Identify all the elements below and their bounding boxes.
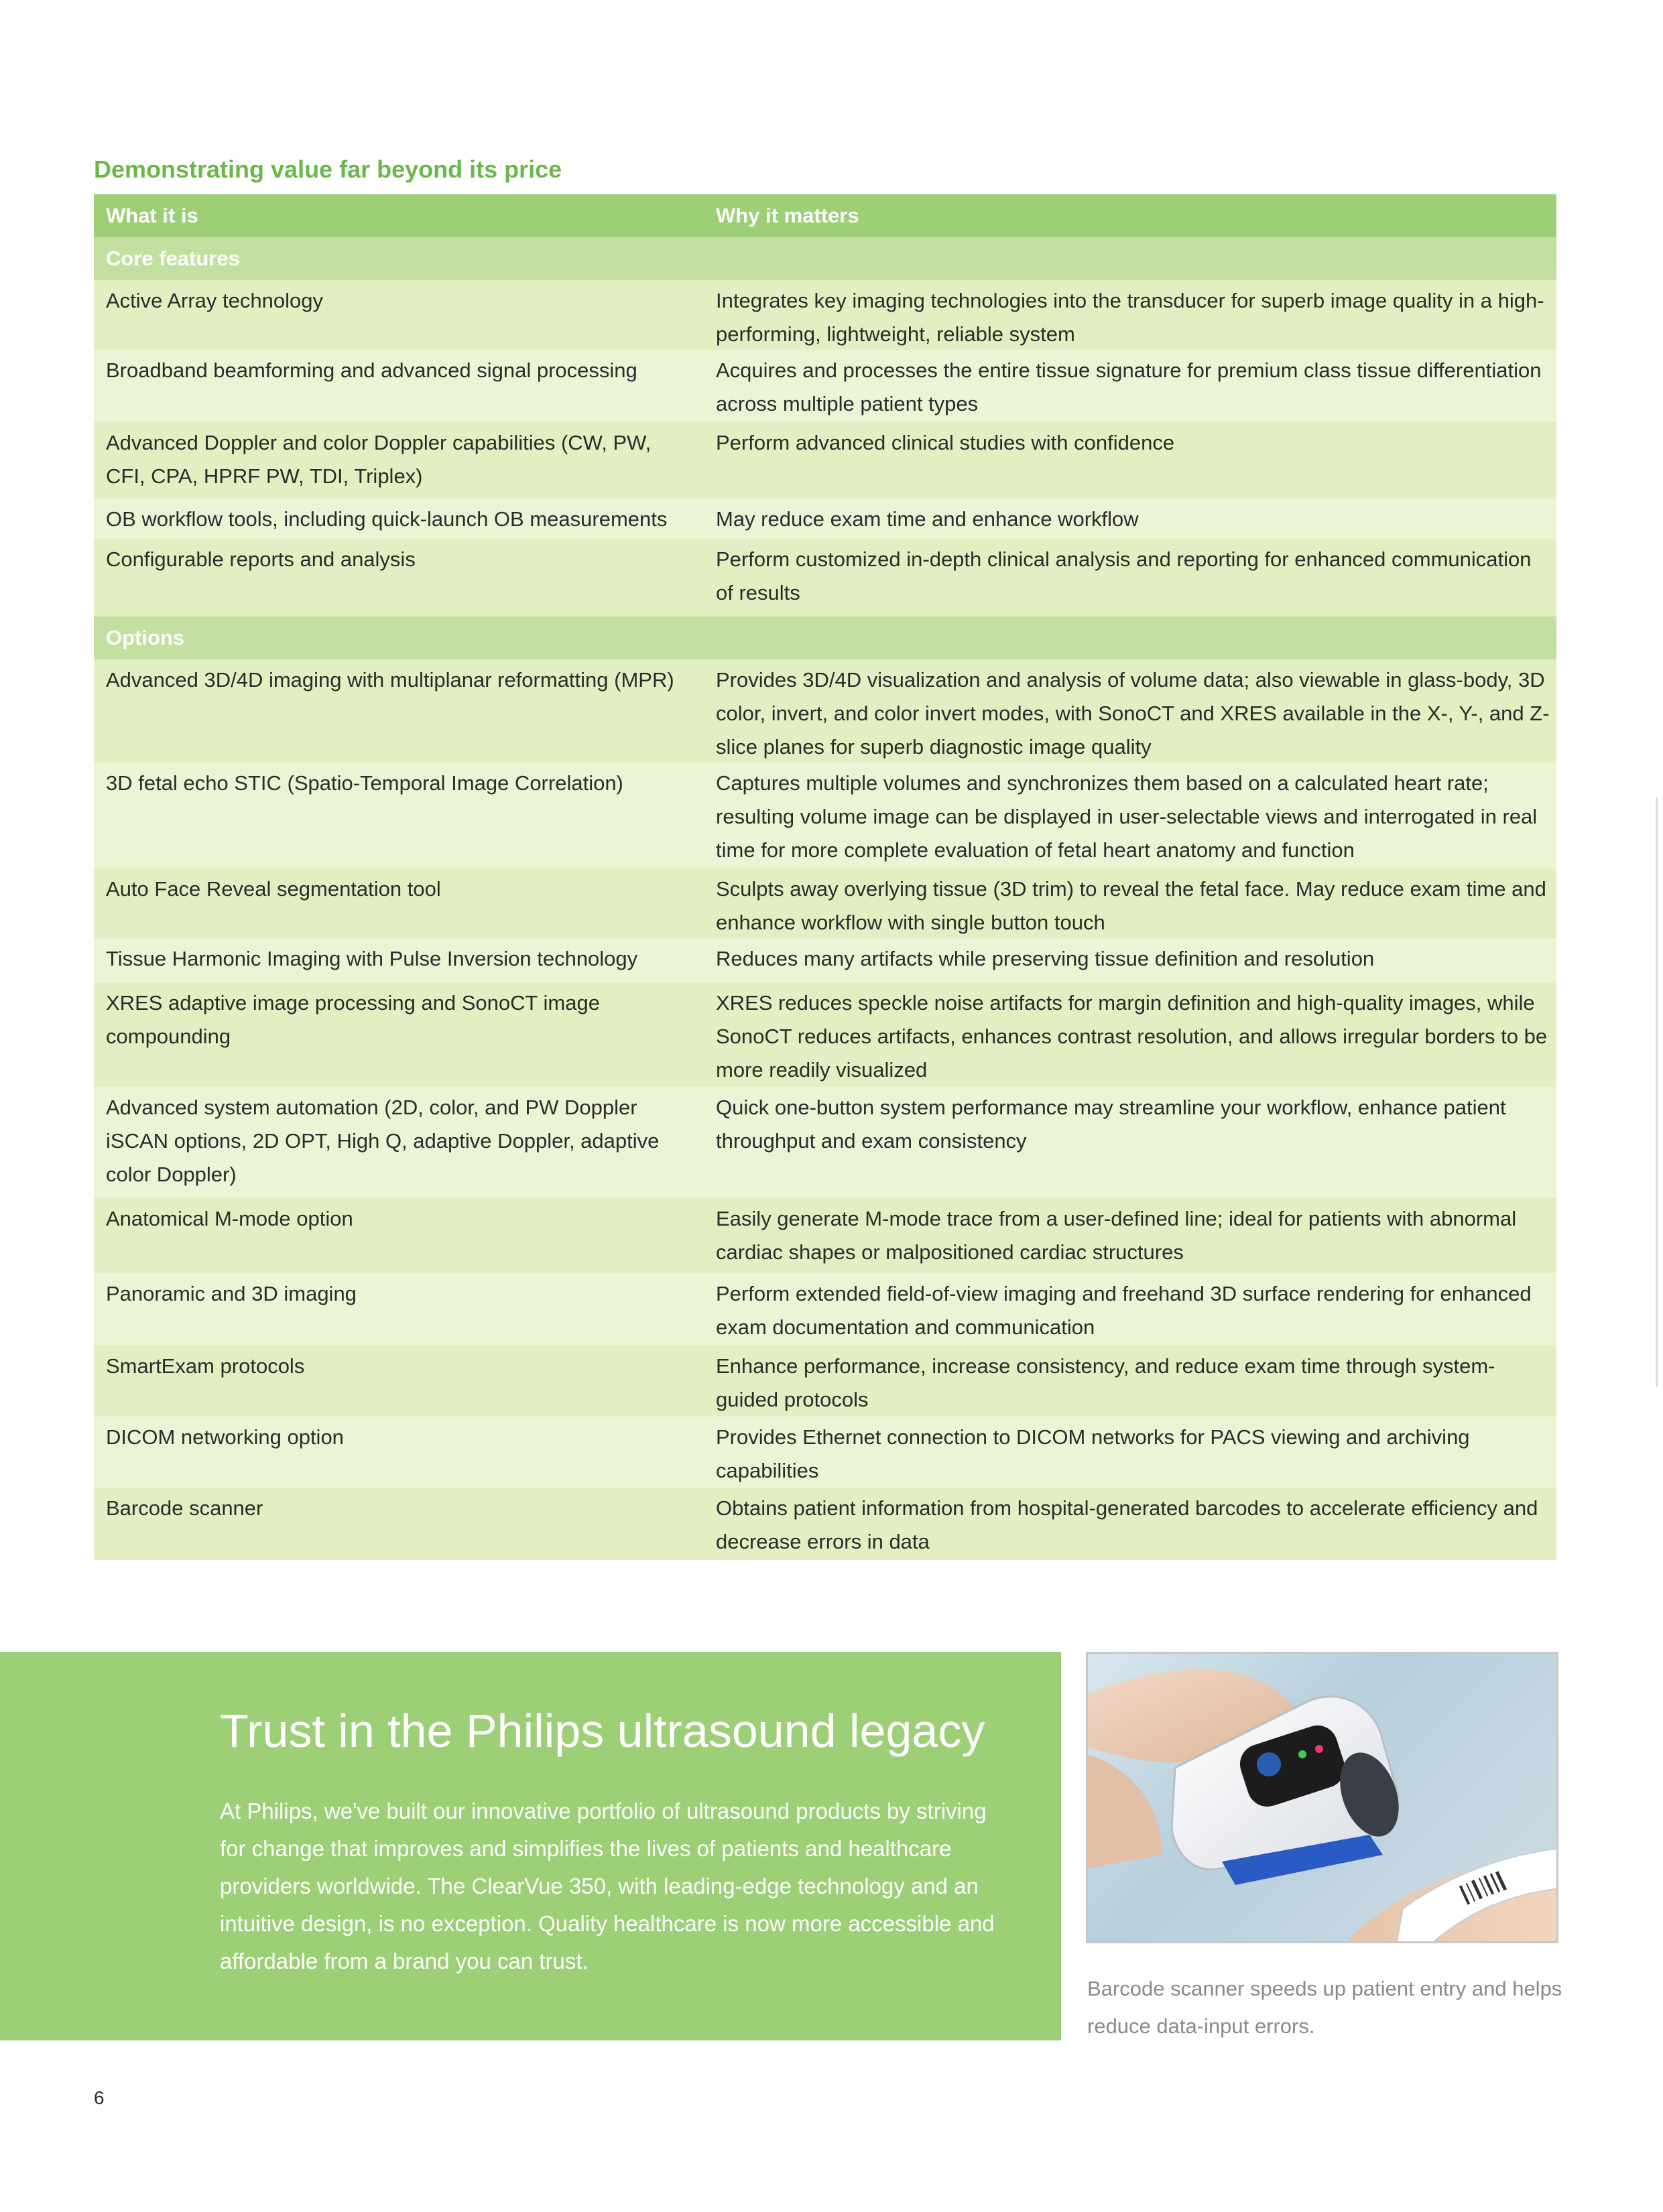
benefit-cell: Perform advanced clinical studies with confidence: [716, 431, 1175, 454]
table-row: [94, 1273, 1556, 1346]
benefit-cell: Provides Ethernet connection to DICOM networks for PACS viewing and archiving capabilities: [716, 1425, 1470, 1482]
feature-cell: Advanced Doppler and color Doppler capabilities (CW, PW, CFI, CPA, HPRF PW, TDI, Triplex): [106, 431, 652, 488]
feature-cell: Configurable reports and analysis: [106, 547, 416, 571]
benefit-cell: Enhance performance, increase consistency, and reduce exam time through system-guided protocols: [716, 1354, 1495, 1411]
feature-cell: XRES adaptive image processing and SonoCT image compounding: [106, 991, 600, 1048]
table-row: [94, 422, 1556, 499]
benefit-cell: Perform customized in-depth clinical analysis and reporting for enhanced communication of results: [716, 547, 1532, 604]
table-header: [94, 194, 1556, 237]
feature-cell: Barcode scanner: [106, 1496, 263, 1520]
feature-cell: Tissue Harmonic Imaging with Pulse Inversion technology: [106, 947, 638, 970]
feature-cell: Broadband beamforming and advanced signal processing: [106, 359, 637, 382]
feature-cell: SmartExam protocols: [106, 1354, 305, 1378]
table-row: [94, 1417, 1556, 1488]
feature-cell: Advanced system automation (2D, color, and PW Doppler iSCAN options, 2D OPT, High Q, adaptive Doppler, adaptive color Doppler): [106, 1096, 660, 1186]
table-row: [94, 499, 1556, 539]
features-table: [94, 194, 1556, 1560]
table-row: [94, 539, 1556, 616]
feature-cell: OB workflow tools, including quick-launch OB measurements: [106, 507, 668, 531]
benefit-cell: Integrates key imaging technologies into the transducer for superb image quality in a high-performing, lightweight, reliable system: [716, 289, 1544, 346]
group-row-core-features: [94, 237, 1556, 280]
table-row: [94, 982, 1556, 1087]
benefit-cell: Sculpts away overlying tissue (3D trim) to reveal the fetal face. May reduce exam time and enhance workflow with single button touch: [716, 877, 1546, 934]
column-header-what: What it is: [106, 204, 198, 227]
table-row: [94, 1087, 1556, 1198]
table-row: [94, 350, 1556, 422]
barcode-scanner-photo: [1086, 1652, 1558, 1943]
barcode-scanner-illustration: [1088, 1654, 1558, 1943]
page-number: 6: [94, 2087, 105, 2108]
benefit-cell: Provides 3D/4D visualization and analysis of volume data; also viewable in glass-body, 3D color, invert, and color invert modes, with SonoCT and XRES available in the X-, Y-, and Z-slice planes for superb diagnostic image quality: [716, 668, 1550, 759]
group-label: Options: [106, 626, 185, 649]
benefit-cell: Reduces many artifacts while preserving tissue definition and resolution: [716, 947, 1375, 970]
group-label: Core features: [106, 247, 240, 270]
benefit-cell: Acquires and processes the entire tissue signature for premium class tissue differentiation across multiple patient types: [716, 359, 1542, 415]
feature-cell: Anatomical M-mode option: [106, 1207, 353, 1230]
table-row: [94, 1198, 1556, 1273]
benefit-cell: Obtains patient information from hospital-generated barcodes to accelerate efficiency and decrease errors in data: [716, 1496, 1538, 1553]
group-row-options: [94, 616, 1556, 659]
feature-cell: Active Array technology: [106, 289, 323, 312]
column-header-why: Why it matters: [716, 204, 859, 227]
feature-cell: Panoramic and 3D imaging: [106, 1282, 357, 1305]
table-row: [94, 938, 1556, 982]
table-row: [94, 1488, 1556, 1560]
table-row: [94, 763, 1556, 868]
benefit-cell: May reduce exam time and enhance workflow: [716, 507, 1139, 531]
table-row: [94, 1346, 1556, 1417]
promo-body: At Philips, we've built our innovative portfolio of ultrasound products by striving for change that improves and simplifies the lives of patients and healthcare providers worldwide. The ClearVue 350, with leading-edge technology and an intuitive design, is no exception. Quality healthcare is now more accessible and affordable from a brand you can trust.: [220, 1799, 995, 1973]
benefit-cell: Perform extended field-of-view imaging and freehand 3D surface rendering for enhanced exam documentation and communication: [716, 1282, 1532, 1339]
table-row: [94, 868, 1556, 938]
table-row: [94, 659, 1556, 763]
feature-cell: 3D fetal echo STIC (Spatio-Temporal Image Correlation): [106, 771, 623, 795]
feature-cell: Advanced 3D/4D imaging with multiplanar reformatting (MPR): [106, 668, 674, 692]
promo-panel: [0, 1652, 1061, 2040]
feature-cell: DICOM networking option: [106, 1425, 344, 1449]
photo-caption: Barcode scanner speeds up patient entry and helps reduce data-input errors.: [1087, 1977, 1562, 2038]
side-divider: [1656, 797, 1658, 1387]
benefit-cell: XRES reduces speckle noise artifacts for margin definition and high-quality images, while SonoCT reduces artifacts, enhances contrast resolution, and allows irregular borders to be more readily visualized: [716, 991, 1548, 1082]
benefit-cell: Captures multiple volumes and synchronizes them based on a calculated heart rate; resulting volume image can be displayed in user-selectable views and interrogated in real time for more complete evaluation of fetal heart anatomy and function: [716, 771, 1538, 862]
benefit-cell: Easily generate M-mode trace from a user-defined line; ideal for patients with abnormal cardiac shapes or malpositioned cardiac structures: [716, 1207, 1517, 1264]
section-title: Demonstrating value far beyond its price: [94, 155, 562, 183]
feature-cell: Auto Face Reveal segmentation tool: [106, 877, 441, 901]
benefit-cell: Quick one-button system performance may streamline your workflow, enhance patient throughput and exam consistency: [716, 1096, 1506, 1153]
promo-title: Trust in the Philips ultrasound legacy: [220, 1705, 985, 1757]
table-row: [94, 280, 1556, 350]
